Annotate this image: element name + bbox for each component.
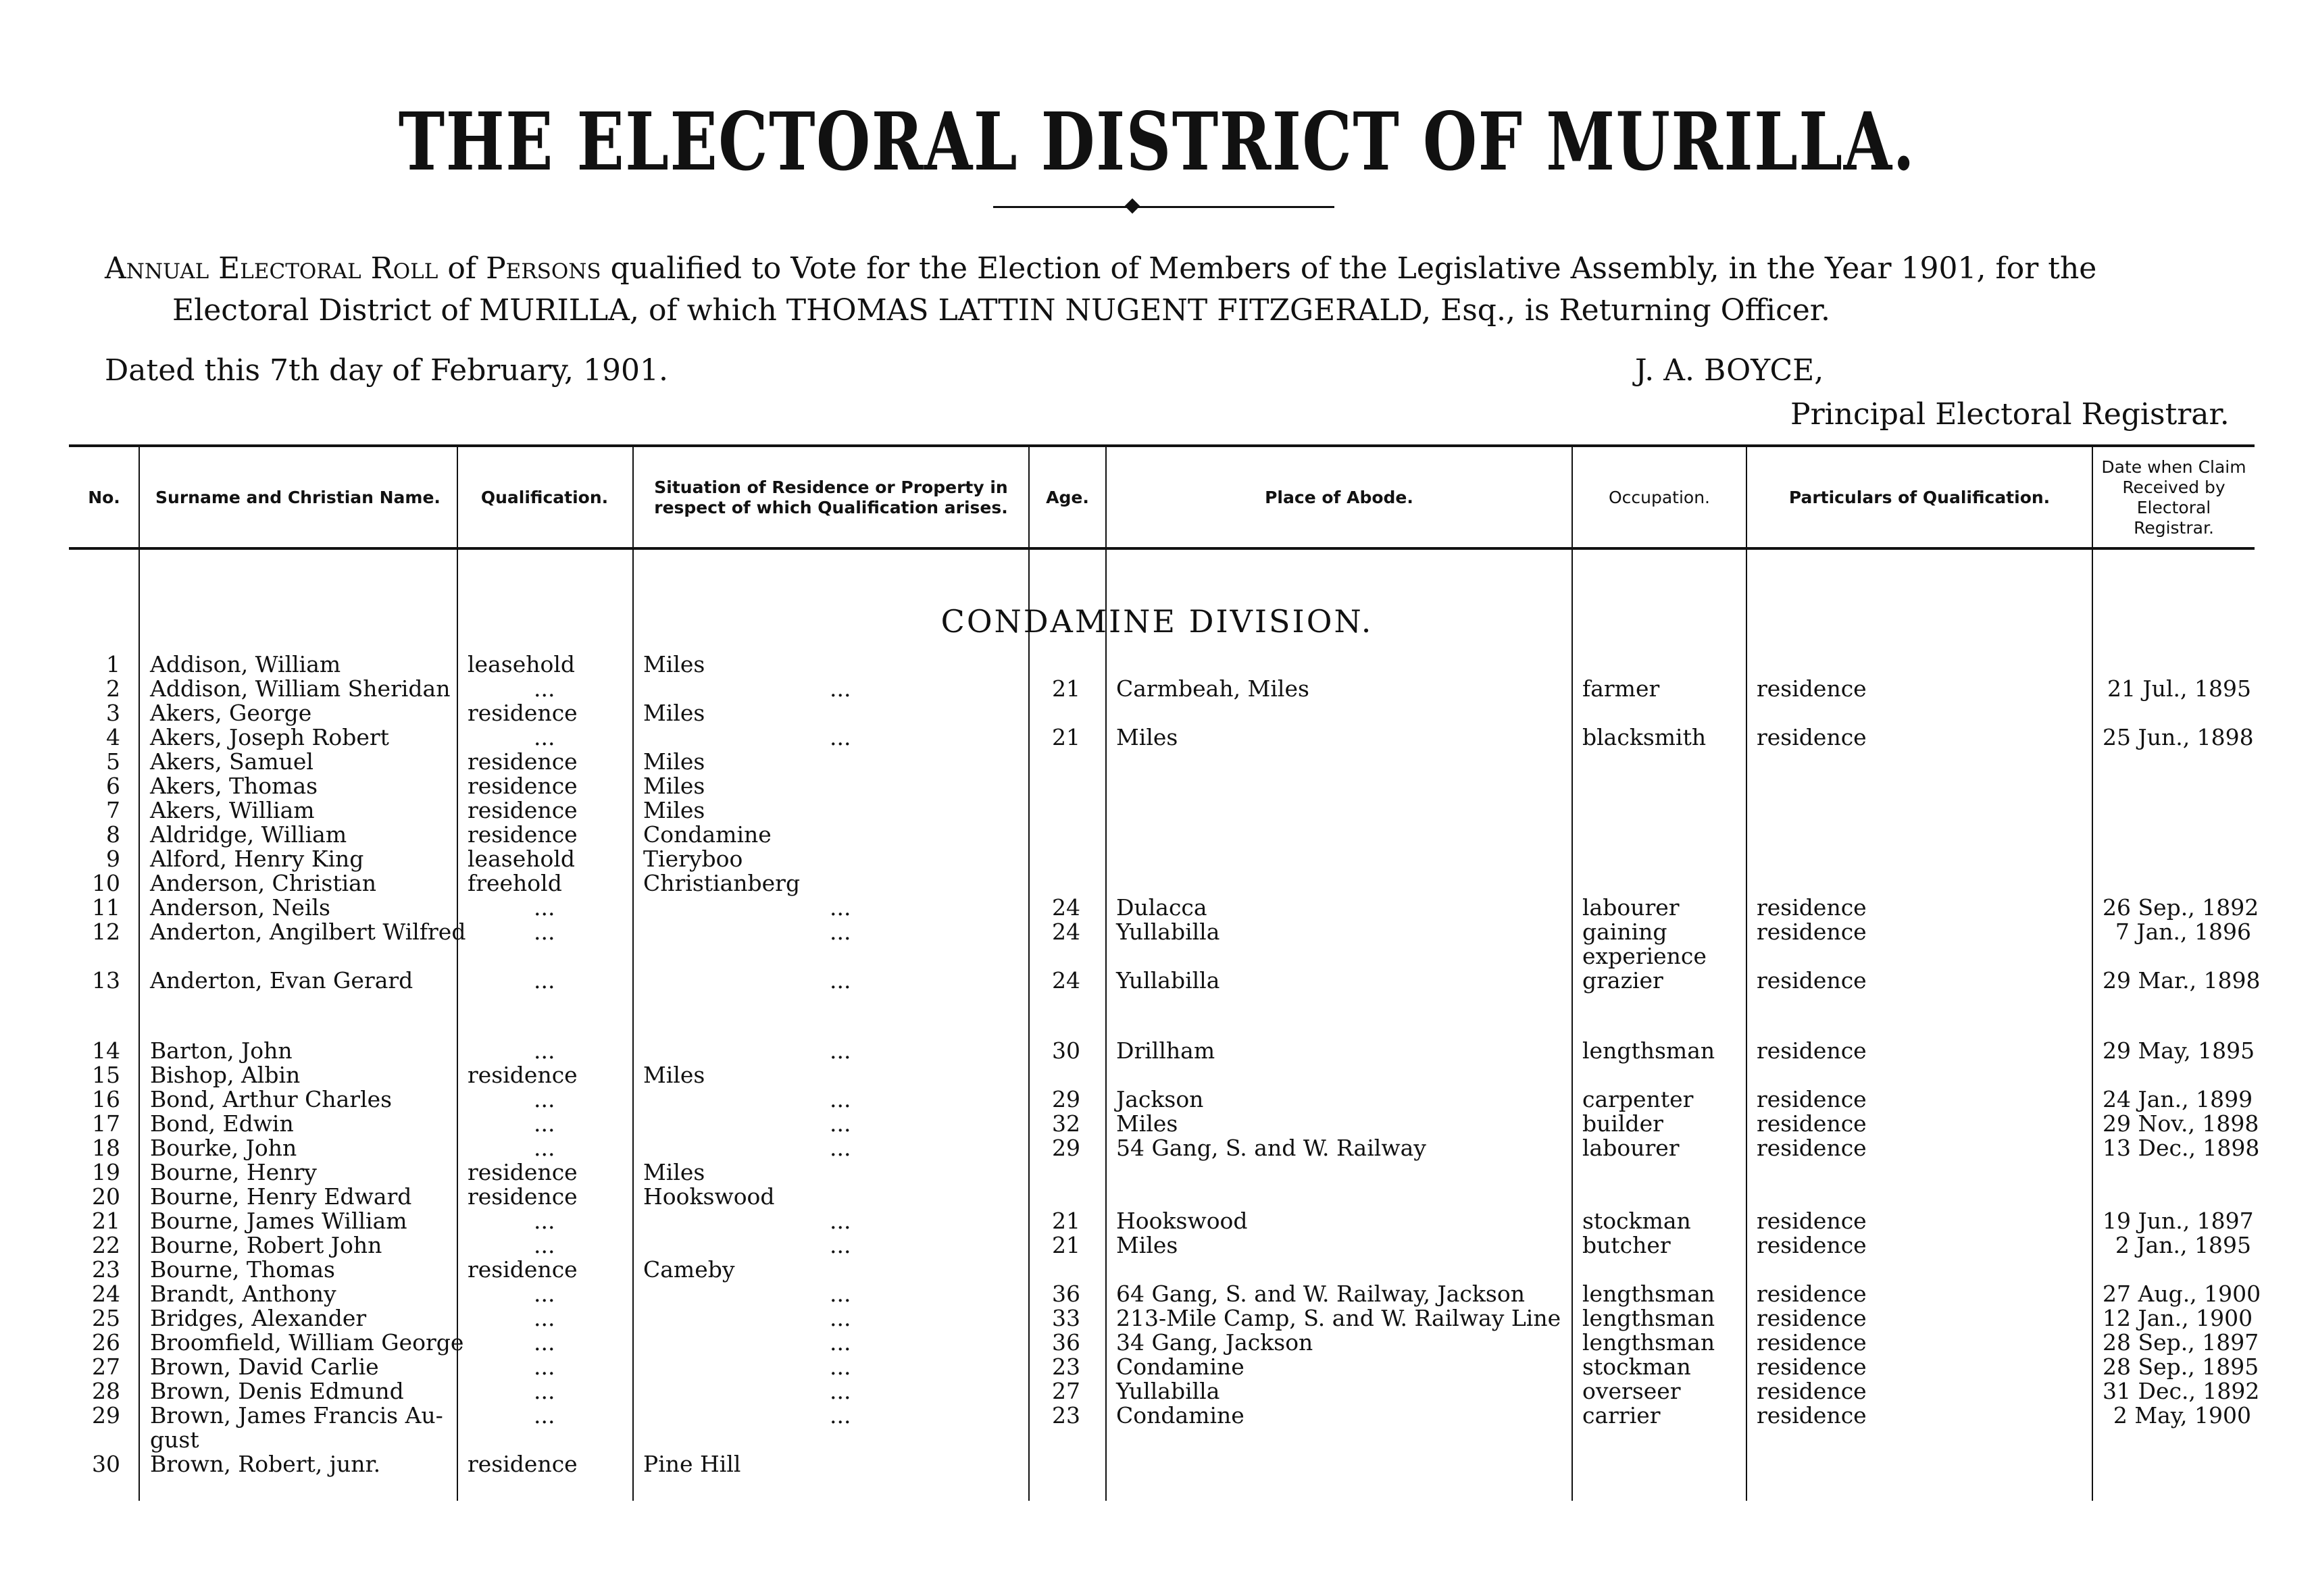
row-age: 27 <box>1052 1378 1080 1404</box>
row-particulars: residence <box>1757 1110 1867 1137</box>
row-qualification: leasehold <box>468 651 576 677</box>
row-age: 21 <box>1052 1208 1080 1234</box>
row-abode: 54 Gang, S. and W. Railway <box>1116 1135 1426 1161</box>
row-occupation: blacksmith <box>1582 724 1707 750</box>
row-abode: Yullabilla <box>1116 1378 1220 1404</box>
row-date: 29 May, 1895 <box>2103 1037 2255 1064</box>
row-situation-dots: ... <box>830 1037 851 1064</box>
row-situation-dots: ... <box>830 1110 851 1137</box>
row-age: 30 <box>1052 1037 1080 1064</box>
intro-line-2: Electoral District of MURILLA, of which THOMAS LATTIN NUGENT FITZGERALD, Esq., is Returning Officer. <box>172 293 1830 328</box>
row-situation-dots: ... <box>830 1378 851 1404</box>
row-qualification: residence <box>468 797 578 823</box>
row-particulars: residence <box>1757 1135 1867 1161</box>
row-number: 11 <box>92 894 120 921</box>
row-age: 33 <box>1052 1305 1080 1331</box>
row-name: Akers, George <box>150 700 312 726</box>
row-abode: Miles <box>1116 1110 1178 1137</box>
row-abode: Carmbeah, Miles <box>1116 675 1309 702</box>
row-qualification: leasehold <box>468 846 576 872</box>
row-number: 5 <box>106 748 120 775</box>
row-occupation: grazier <box>1582 967 1663 994</box>
row-occupation: builder <box>1582 1110 1663 1137</box>
row-situation-dots: ... <box>830 1281 851 1307</box>
row-number: 3 <box>106 700 120 726</box>
row-qualification: residence <box>468 1256 578 1283</box>
row-occupation: lengthsman <box>1582 1329 1715 1356</box>
row-number: 13 <box>92 967 120 994</box>
row-age: 24 <box>1052 894 1080 921</box>
row-particulars: residence <box>1757 1086 1867 1112</box>
row-number: 4 <box>106 724 120 750</box>
header-no: No. <box>88 488 120 507</box>
row-age: 23 <box>1052 1354 1080 1380</box>
row-date: 29 Mar., 1898 <box>2103 967 2261 994</box>
row-age: 32 <box>1052 1110 1080 1137</box>
row-abode: Condamine <box>1116 1354 1244 1380</box>
row-particulars: residence <box>1757 1232 1867 1258</box>
row-date: 29 Nov., 1898 <box>2103 1110 2259 1137</box>
row-qualification: ... <box>534 1329 555 1356</box>
row-name: Alford, Henry King <box>150 846 364 872</box>
row-qualification: ... <box>534 1305 555 1331</box>
row-date: 2 May, 1900 <box>2113 1402 2251 1428</box>
row-number: 1 <box>106 651 120 677</box>
header-occupation: Occupation. <box>1608 488 1711 507</box>
header-situation: Situation of Residence or Property in respect of which Qualification arises. <box>654 478 1008 517</box>
row-number: 30 <box>92 1451 120 1477</box>
row-situation: Pine Hill <box>643 1451 741 1477</box>
row-qualification: ... <box>534 967 555 994</box>
row-number: 28 <box>92 1378 120 1404</box>
row-name: Broomfield, William George <box>150 1329 464 1356</box>
row-age: 24 <box>1052 967 1080 994</box>
row-abode: Jackson <box>1116 1086 1204 1112</box>
row-occupation: labourer <box>1582 894 1680 921</box>
row-situation-dots: ... <box>830 967 851 994</box>
row-abode: Hookswood <box>1116 1208 1248 1234</box>
row-particulars: residence <box>1757 675 1867 702</box>
row-number: 23 <box>92 1256 120 1283</box>
row-name: Bond, Edwin <box>150 1110 294 1137</box>
row-name: Aldridge, William <box>150 821 347 848</box>
row-number: 17 <box>92 1110 120 1137</box>
row-situation: Miles <box>643 651 705 677</box>
dated-line: Dated this 7th day of February, 1901. <box>105 353 668 388</box>
row-qualification: ... <box>534 1378 555 1404</box>
row-particulars: residence <box>1757 967 1867 994</box>
row-qualification: ... <box>534 919 555 945</box>
row-name: Bourne, Robert John <box>150 1232 382 1258</box>
row-particulars: residence <box>1757 1208 1867 1234</box>
row-name: Akers, William <box>150 797 315 823</box>
row-abode: Miles <box>1116 1232 1178 1258</box>
row-name: Anderton, Angilbert Wilfred <box>150 919 466 945</box>
row-number: 2 <box>106 675 120 702</box>
row-situation: Christianberg <box>643 870 801 896</box>
row-number: 12 <box>92 919 120 945</box>
row-number: 19 <box>92 1159 120 1185</box>
row-qualification: ... <box>534 1037 555 1064</box>
row-name: Brown, David Carlie <box>150 1354 379 1380</box>
row-number: 22 <box>92 1232 120 1258</box>
row-situation-dots: ... <box>830 1135 851 1161</box>
row-situation: Condamine <box>643 821 772 848</box>
row-occupation: stockman <box>1582 1354 1691 1380</box>
row-name: Bishop, Albin <box>150 1062 301 1088</box>
row-particulars: residence <box>1757 1354 1867 1380</box>
row-name: Akers, Thomas <box>150 773 318 799</box>
row-occupation: lengthsman <box>1582 1037 1715 1064</box>
row-situation-dots: ... <box>830 919 851 945</box>
row-number: 6 <box>106 773 120 799</box>
row-name: Bourne, Henry Edward <box>150 1183 412 1210</box>
row-occupation: labourer <box>1582 1135 1680 1161</box>
row-occupation: carrier <box>1582 1402 1661 1428</box>
row-situation: Miles <box>643 1159 705 1185</box>
row-abode: Drillham <box>1116 1037 1215 1064</box>
row-occupation: stockman <box>1582 1208 1691 1234</box>
signature-title: Principal Electoral Registrar. <box>1790 397 2230 432</box>
row-situation-dots: ... <box>830 1402 851 1428</box>
row-date: 2 Jan., 1895 <box>2115 1232 2251 1258</box>
row-abode: 64 Gang, S. and W. Railway, Jackson <box>1116 1281 1525 1307</box>
page-title: THE ELECTORAL DISTRICT OF MURILLA. <box>398 95 1916 188</box>
row-abode: Miles <box>1116 724 1178 750</box>
row-situation: Miles <box>643 797 705 823</box>
row-name: Bourne, James William <box>150 1208 407 1234</box>
header-name: Surname and Christian Name. <box>155 488 441 507</box>
row-qualification: ... <box>534 675 555 702</box>
row-name: Addison, William <box>150 651 341 677</box>
row-situation-dots: ... <box>830 1329 851 1356</box>
row-particulars: residence <box>1757 919 1867 945</box>
row-number: 15 <box>92 1062 120 1088</box>
row-number: 20 <box>92 1183 120 1210</box>
row-qualification: ... <box>534 1110 555 1137</box>
division-heading: CONDAMINE DIVISION. <box>940 603 1374 640</box>
row-name: Brown, James Francis Au- <box>150 1402 443 1428</box>
row-situation-dots: ... <box>830 675 851 702</box>
row-number: 18 <box>92 1135 120 1161</box>
row-situation: Hookswood <box>643 1183 775 1210</box>
row-number: 27 <box>92 1354 120 1380</box>
row-qualification: ... <box>534 1354 555 1380</box>
row-name: Addison, William Sheridan <box>150 675 451 702</box>
header-particulars: Particulars of Qualification. <box>1788 488 2051 507</box>
row-particulars: residence <box>1757 1402 1867 1428</box>
row-qualification: residence <box>468 1062 578 1088</box>
row-situation-dots: ... <box>830 1232 851 1258</box>
row-situation: Tieryboo <box>643 846 743 872</box>
row-age: 21 <box>1052 724 1080 750</box>
row-abode: Yullabilla <box>1116 967 1220 994</box>
row-date: 7 Jan., 1896 <box>2115 919 2251 945</box>
row-number: 14 <box>92 1037 120 1064</box>
row-date: 27 Aug., 1900 <box>2103 1281 2261 1307</box>
row-name: Bourne, Thomas <box>150 1256 335 1283</box>
row-qualification: residence <box>468 1451 578 1477</box>
row-particulars: residence <box>1757 1037 1867 1064</box>
row-qualification: residence <box>468 821 578 848</box>
row-name: Brown, Denis Edmund <box>150 1378 404 1404</box>
row-name: Barton, John <box>150 1037 293 1064</box>
row-abode: 34 Gang, Jackson <box>1116 1329 1313 1356</box>
row-date: 13 Dec., 1898 <box>2103 1135 2260 1161</box>
row-qualification: ... <box>534 724 555 750</box>
row-name: Anderton, Evan Gerard <box>150 967 413 994</box>
row-occupation: gaining <box>1582 919 1667 945</box>
row-name: Anderson, Neils <box>150 894 330 921</box>
row-date: 28 Sep., 1897 <box>2103 1329 2259 1356</box>
row-age: 24 <box>1052 919 1080 945</box>
row-qualification: residence <box>468 1183 578 1210</box>
row-number: 9 <box>106 846 120 872</box>
row-name: Bourke, John <box>150 1135 297 1161</box>
row-situation: Cameby <box>643 1256 735 1283</box>
row-occupation: overseer <box>1582 1378 1681 1404</box>
row-number: 26 <box>92 1329 120 1356</box>
row-situation-dots: ... <box>830 1305 851 1331</box>
header-date: Date when Claim Received by Electoral Registrar. <box>2101 457 2246 538</box>
row-particulars: residence <box>1757 724 1867 750</box>
row-age: 29 <box>1052 1086 1080 1112</box>
row-name: Akers, Samuel <box>150 748 313 775</box>
row-situation-dots: ... <box>830 1208 851 1234</box>
row-qualification: ... <box>534 894 555 921</box>
row-particulars: residence <box>1757 894 1867 921</box>
row-name: Bridges, Alexander <box>150 1305 367 1331</box>
row-abode: Yullabilla <box>1116 919 1220 945</box>
row-number: 24 <box>92 1281 120 1307</box>
row-name: gust <box>150 1426 199 1453</box>
row-number: 25 <box>92 1305 120 1331</box>
row-name: Bond, Arthur Charles <box>150 1086 393 1112</box>
row-qualification: residence <box>468 773 578 799</box>
row-qualification: ... <box>534 1135 555 1161</box>
row-number: 7 <box>106 797 120 823</box>
row-age: 36 <box>1052 1281 1080 1307</box>
row-name: Anderson, Christian <box>150 870 377 896</box>
row-number: 21 <box>92 1208 120 1234</box>
row-number: 29 <box>92 1402 120 1428</box>
row-age: 36 <box>1052 1329 1080 1356</box>
row-age: 21 <box>1052 1232 1080 1258</box>
row-occupation: farmer <box>1582 675 1660 702</box>
row-qualification: residence <box>468 700 578 726</box>
header-bottom-rule <box>69 547 2255 550</box>
row-age: 21 <box>1052 675 1080 702</box>
row-situation-dots: ... <box>830 894 851 921</box>
header-abode: Place of Abode. <box>1265 488 1413 507</box>
row-particulars: residence <box>1757 1329 1867 1356</box>
header-top-rule <box>69 444 2255 447</box>
row-qualification: ... <box>534 1232 555 1258</box>
row-number: 10 <box>92 870 120 896</box>
row-date: 21 Jul., 1895 <box>2107 675 2251 702</box>
row-situation: Miles <box>643 1062 705 1088</box>
title-ornament <box>993 205 1334 209</box>
row-date: 24 Jan., 1899 <box>2103 1086 2253 1112</box>
row-name: Brown, Robert, junr. <box>150 1451 381 1477</box>
row-date: 26 Sep., 1892 <box>2103 894 2259 921</box>
row-situation-dots: ... <box>830 1354 851 1380</box>
row-particulars: residence <box>1757 1281 1867 1307</box>
row-date: 12 Jan., 1900 <box>2103 1305 2253 1331</box>
row-occupation: experience <box>1582 943 1707 969</box>
intro-line-1: Annual Electoral Roll of Persons qualified to Vote for the Election of Members of the Legislative Assembly, in the Year 1901, for the <box>105 251 2097 286</box>
row-number: 16 <box>92 1086 120 1112</box>
row-situation-dots: ... <box>830 1086 851 1112</box>
row-occupation: butcher <box>1582 1232 1671 1258</box>
row-date: 28 Sep., 1895 <box>2103 1354 2259 1380</box>
row-qualification: residence <box>468 748 578 775</box>
header-age: Age. <box>1046 488 1089 507</box>
row-qualification: freehold <box>468 870 562 896</box>
row-situation-dots: ... <box>830 724 851 750</box>
row-date: 25 Jun., 1898 <box>2103 724 2254 750</box>
signature-name: J. A. BOYCE, <box>1635 353 1824 388</box>
row-qualification: ... <box>534 1281 555 1307</box>
row-name: Brandt, Anthony <box>150 1281 336 1307</box>
row-situation: Miles <box>643 773 705 799</box>
row-name: Akers, Joseph Robert <box>150 724 389 750</box>
row-number: 8 <box>106 821 120 848</box>
row-occupation: lengthsman <box>1582 1305 1715 1331</box>
row-qualification: ... <box>534 1208 555 1234</box>
row-situation: Miles <box>643 700 705 726</box>
row-occupation: lengthsman <box>1582 1281 1715 1307</box>
row-qualification: ... <box>534 1402 555 1428</box>
row-situation: Miles <box>643 748 705 775</box>
row-date: 31 Dec., 1892 <box>2103 1378 2260 1404</box>
row-age: 29 <box>1052 1135 1080 1161</box>
row-occupation: carpenter <box>1582 1086 1694 1112</box>
row-particulars: residence <box>1757 1378 1867 1404</box>
row-abode: 213-Mile Camp, S. and W. Railway Line <box>1116 1305 1561 1331</box>
row-qualification: ... <box>534 1086 555 1112</box>
row-particulars: residence <box>1757 1305 1867 1331</box>
row-date: 19 Jun., 1897 <box>2103 1208 2254 1234</box>
row-abode: Dulacca <box>1116 894 1207 921</box>
row-abode: Condamine <box>1116 1402 1244 1428</box>
row-name: Bourne, Henry <box>150 1159 317 1185</box>
row-age: 23 <box>1052 1402 1080 1428</box>
header-qualification: Qualification. <box>480 488 609 507</box>
row-qualification: residence <box>468 1159 578 1185</box>
